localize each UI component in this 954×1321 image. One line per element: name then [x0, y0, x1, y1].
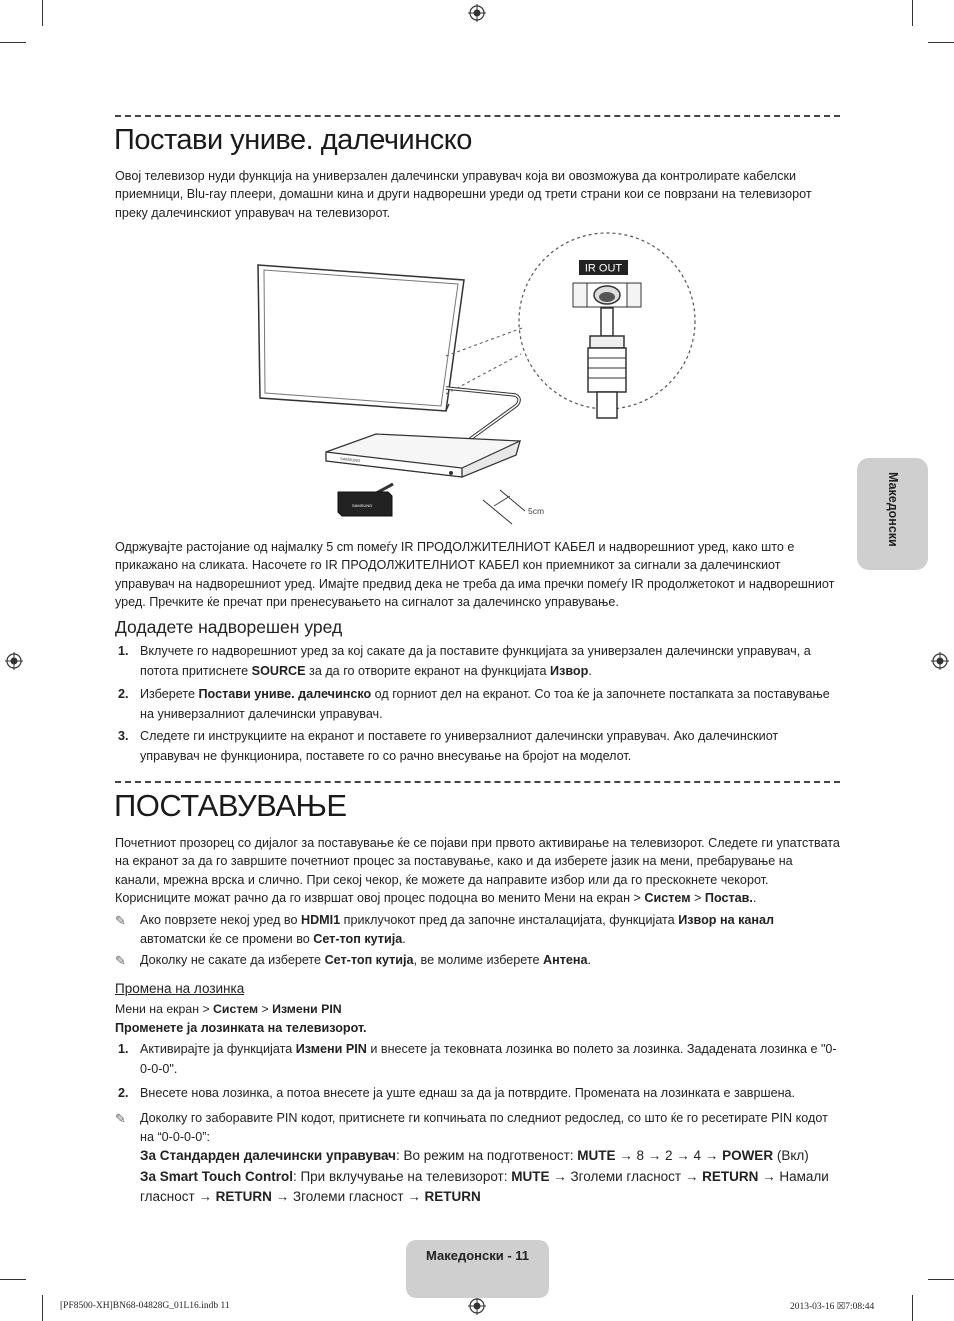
crop-mark — [928, 1279, 954, 1280]
pencil-note-icon: ✎ — [115, 1111, 126, 1126]
crop-mark — [928, 42, 954, 43]
set-top-box-illustration — [326, 434, 544, 524]
setup-paragraph: Почетниот прозорец со дијалог за поставување ќе се појави при првото активирање на телевизорот. Следете ги упатствата на екранот за да го завршите почетниот процес за поставување, како и да изберете јазик на мени, пребарување на канали, мрежна врска и слично. При секој чекор, ќе можете да направите избор или да го прескокнете чекорот. Корисниците можат рачно да го извршат овој процес подоцна во менито Мени на екран > Систем > Постав.. — [115, 836, 840, 905]
crop-mark — [0, 1279, 26, 1280]
pencil-note-icon: ✎ — [115, 953, 126, 968]
svg-text:SAMSUNG: SAMSUNG — [352, 503, 373, 508]
subheading-add-device: Додадете надворешен уред — [115, 617, 343, 637]
distance-label: 5cm — [528, 506, 545, 516]
registration-mark-icon — [931, 652, 949, 670]
smart-touch-instructions: За Smart Touch Control: При вклучување на телевизорот: MUTE → Зголеми гласност → RETURN → Намали гласност → RETURN → Зголеми гласност → RETURN — [140, 1169, 829, 1204]
section-title: ПОСТАВУВАЊЕ — [114, 788, 347, 823]
registration-mark-icon — [468, 1297, 486, 1315]
section-divider — [115, 781, 840, 783]
menu-path: Мени на екран > Систем > Измени PIN — [115, 1002, 342, 1016]
change-password-line: Променете ја лозинката на телевизорот. — [115, 1021, 367, 1035]
registration-mark-icon — [468, 4, 486, 22]
tv-illustration — [258, 265, 519, 450]
page-number-tab: Македонски - 11 — [406, 1240, 549, 1298]
ir-out-label: IR OUT — [584, 262, 623, 275]
note-item: ✎ Доколку не сакате да изберете Сет-топ кутија, ве молиме изберете Антена. — [115, 953, 591, 968]
svg-text:SAMSUNG: SAMSUNG — [339, 456, 361, 464]
universal-remote-figure — [250, 228, 700, 528]
list-item: 1. Активирајте ја функцијата Измени PIN и внесете ја тековната лозинка во полето за лозинка. Зададената лозинка е "0-0-0-0". — [118, 1042, 837, 1076]
list-item: 2. Изберете Постави униве. далечинско од горниот дел на екранот. Со тоа ќе ја започнете постапката за поставување на универзалниот далечински управувач. — [118, 687, 830, 721]
pencil-note-icon: ✎ — [115, 913, 126, 928]
crop-mark — [42, 1295, 43, 1321]
list-item: 1. Вклучете го надворешниот уред за кој сакате да ја поставите функцијата за универзален далечински управувач, а потота притиснете SOURCE за да го отворите екранот на функцијата Извор. — [118, 644, 811, 678]
crop-mark — [912, 1295, 913, 1321]
registration-mark-icon — [5, 652, 23, 670]
password-heading: Промена на лозинка — [115, 981, 245, 996]
crop-mark — [912, 0, 913, 26]
standard-remote-instructions: За Стандарден далечински управувач: Во режим на подготвеност: MUTE → 8 → 2 → 4 → POWER (Вкл) — [140, 1148, 809, 1163]
distance-paragraph: Одржувајте растојание од најмалку 5 cm помеѓу IR ПРОДОЛЖИТЕЛНИОТ КАБЕЛ и надворешниот уред, како што е прикажано на сликата. Насочете го IR ПРОДОЛЖИТЕЛНИОТ КАБЕЛ кон приемникот за сигнали за далечинскиот управувач на надворешниот уред. Имајте предвид дека не треба да има пречки помеѓу IR продолжетокот и надворешниот уред. Пречките ќе пречат при пренесувањето на сигналот за далечинско управување. — [115, 540, 835, 609]
intro-paragraph: Овој телевизор нуди функција на универзален далечински управувач која ви овозможува да контролирате кабелски приемници, Blu-ray плеери, домашни кина и други надворешни уреди од трети страни кои се поврзани на телевизорот преку далечинскиот управувач на телевизорот. — [115, 169, 812, 220]
note-item: ✎ Ако поврзете некој уред во HDMI1 приклучокот пред да започне инсталацијата, функцијата Извор на канал автоматски ќе се промени во Сет-топ кутија. — [115, 913, 774, 946]
note-item: ✎ Доколку го заборавите PIN кодот, притиснете ги копчињата по следниот редослед, со што ќе го ресетирате PIN кодот на “0-0-0-0”: — [115, 1111, 828, 1144]
list-item: 2. Внесете нова лозинка, а потоа внесете ја уште еднаш за да ја потврдите. Промената на лозинката е завршена. — [118, 1086, 796, 1100]
print-file-info: [PF8500-XH]BN68-04828G_01L16.indb 11 — [60, 1301, 230, 1311]
language-side-tab: Македонски — [857, 458, 928, 570]
crop-mark — [42, 0, 43, 26]
crop-mark — [0, 42, 26, 43]
print-timestamp: 2013-03-16 ☒7:08:44 — [790, 1302, 875, 1312]
list-item: 3. Следете ги инструкциите на екранот и поставете го универзалниот далечински управувач. Ако далечинскиот управувач не функционира, поставете го со рачно внесување на бројот на моделот. — [118, 729, 779, 763]
section-divider — [115, 115, 840, 117]
section-title: Постави униве. далечинско — [114, 124, 472, 156]
